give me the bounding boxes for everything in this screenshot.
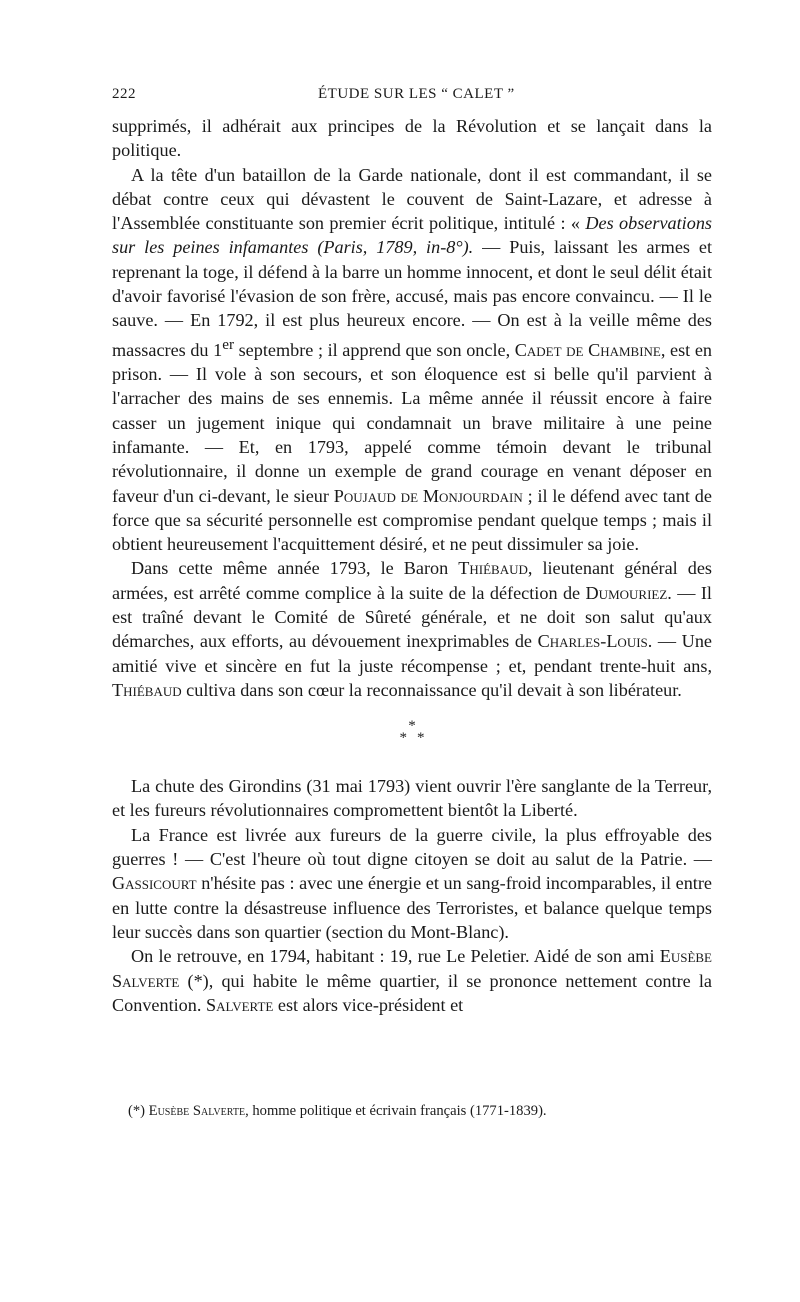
text-run: est alors vice-président et xyxy=(273,994,464,1015)
footnote-marker: (*) xyxy=(128,1103,149,1119)
text-run: . — Il est traîné devant le Comité de Sûreté générale, et ne doit son salut qu'aux démarches, aux efforts, au dévouement inexprimables de xyxy=(112,582,712,652)
paragraph xyxy=(112,823,712,944)
asterism-top: * xyxy=(408,718,416,735)
text-run: La chute des Girondins (31 mai 1793) vient ouvrir l'ère sanglante de la Terreur, et les fureurs révolutionnaires compromettent bientôt la Liberté. xyxy=(112,776,712,821)
text-run: , est en prison. — Il vole à son secours, et son éloquence est si belle qu'il parvient à l'arracher des mains de ses ennemis. La même année il réussit encore à faire casser un jugement inique qui condamnait un brave militaire à une peine infamante. — Et, en 1793, appelé comme témoin devant le tribunal révolutionnaire, il donne un exemple de grand courage en venant déposer en faveur d'un ci-devant, le sieur xyxy=(112,339,712,506)
text-run: (*), qui habite le même quartier, il se prononce nettement contre la Convention. xyxy=(112,970,712,1015)
person-name: Salverte xyxy=(205,994,274,1015)
paragraph-continuation xyxy=(112,114,712,163)
text-run: supprimés, il adhérait aux principes de la Révolution et se lançait dans la politique. xyxy=(112,116,712,161)
text-run: , lieutenant général des armées, est arrêté comme complice à la suite de la défection de xyxy=(112,558,712,603)
paragraph xyxy=(112,774,712,823)
asterism-bottom: ** xyxy=(399,730,435,747)
person-name: Thiébaud xyxy=(458,558,528,579)
person-name: Eusèbe Salverte xyxy=(112,946,712,991)
text-run: n'hésite pas : avec une énergie et un sang-froid incomparables, il entre en lutte contre la désastreuse influence des Terroristes, et balance quelque temps leur succès dans son quartier (section du Mont-Blanc). xyxy=(112,873,712,942)
page-number: 222 xyxy=(112,86,136,102)
book-page xyxy=(112,86,712,1017)
running-title: ÉTUDE SUR LES “ CALET ” xyxy=(318,86,515,102)
person-name: Cadet de Chambine xyxy=(514,339,661,360)
person-name: Charles-Louis xyxy=(537,631,648,652)
paragraph xyxy=(112,944,712,1017)
person-name: Gassicourt xyxy=(112,873,197,894)
footnote xyxy=(128,1103,547,1120)
section-separator xyxy=(112,718,712,747)
person-name: Thiébaud xyxy=(112,679,182,700)
person-name: Dumouriez xyxy=(585,582,668,603)
person-name: Poujaud de Monjourdain xyxy=(333,485,523,506)
text-run: Dans cette même année 1793, le Baron xyxy=(131,558,459,579)
running-head xyxy=(112,86,712,114)
paragraph xyxy=(112,556,712,702)
text-run: . — Une amitié vive et sincère en fut la juste récompense ; et, pendant trente-huit ans, xyxy=(112,631,712,676)
text-run: septembre ; il apprend que son oncle, xyxy=(234,339,515,360)
body-text xyxy=(112,114,712,1017)
paragraph xyxy=(112,163,712,557)
text-run: — Puis, laissant les armes et reprenant la toge, il défend à la barre un homme innocent, et dont le seul délit était d'avoir favorisé l'évasion de son frère, accusé, mais pas encore convaincu. — Il le sauve. — En 1792, il est plus heureux encore. — On est à la veille même des massacres du 1 xyxy=(112,237,712,360)
text-run: ; il le défend avec tant de force que sa sécurité personnelle est compromise pendant quelque temps ; mais il obtient heureusement l'acquittement désiré, et ne peut dissimuler sa joie. xyxy=(112,485,712,555)
text-run: La France est livrée aux fureurs de la guerre civile, la plus effroyable des guerres ! — C'est l'heure où tout digne citoyen se doit au salut de la Patrie. — xyxy=(112,824,712,870)
text-run: A la tête d'un bataillon de la Garde nationale, dont il est commandant, il se débat contre ceux qui dévastent le couvent de Saint-Lazare, et adresse à l'Assemblée constituante son premier écrit politique, intitulé : « xyxy=(112,164,712,234)
text-run: On le retrouve, en 1794, habitant : 19, rue Le Peletier. Aidé de son ami xyxy=(131,946,660,967)
ordinal-superscript: er xyxy=(222,335,234,353)
footnote-text: , homme politique et écrivain français (1771-1839). xyxy=(245,1103,547,1119)
book-title: Des observations sur les peines infamantes (Paris, 1789, in-8°). xyxy=(112,213,712,258)
text-run: cultiva dans son cœur la reconnaissance qu'il devait à son libérateur. xyxy=(181,679,682,700)
person-name: Eusèbe Salverte xyxy=(148,1103,246,1119)
